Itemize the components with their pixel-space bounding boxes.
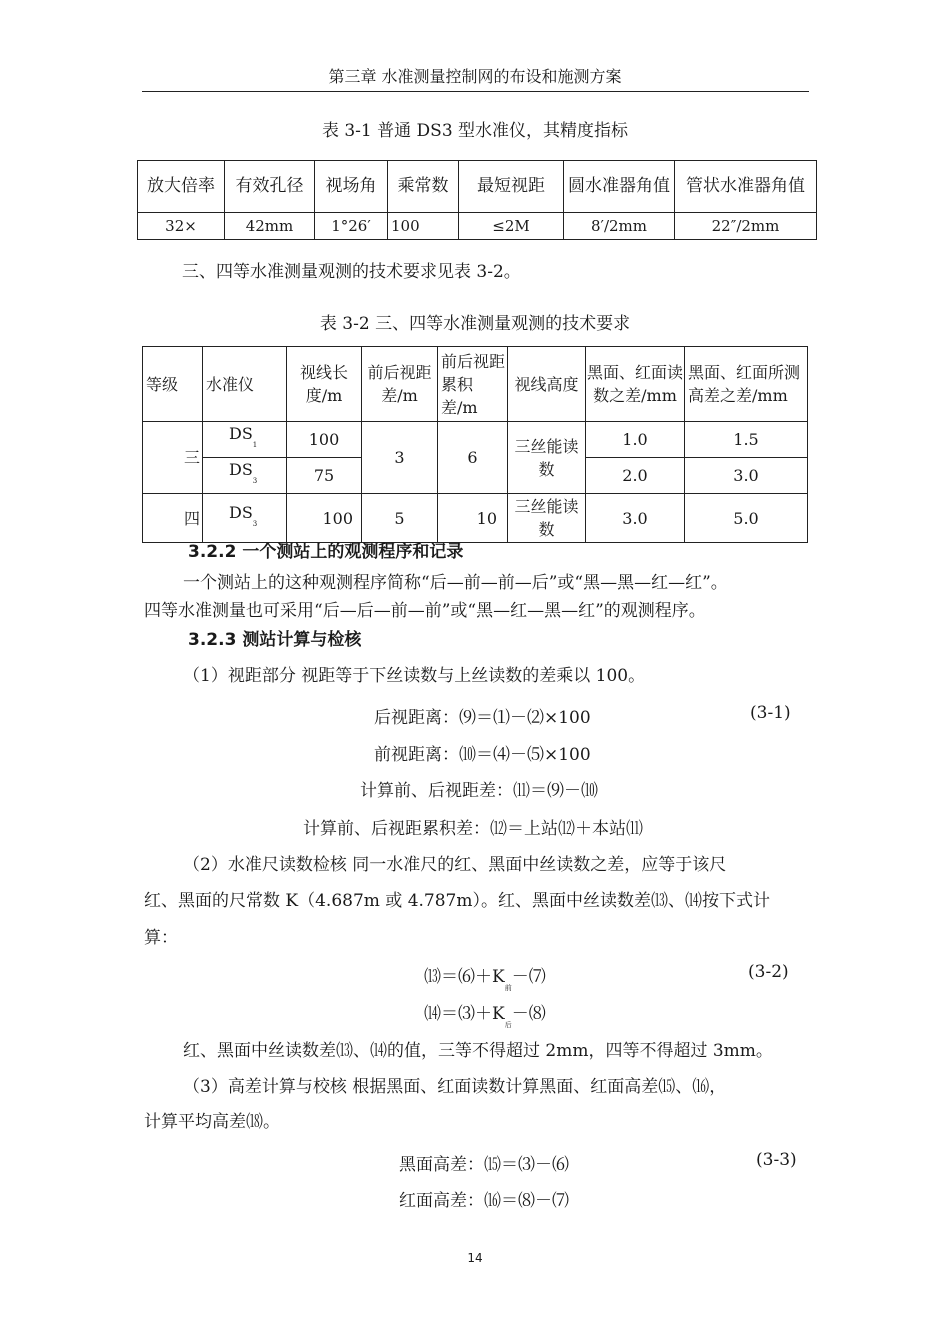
- table-cell: 3: [362, 422, 438, 494]
- paragraph-line: 红、黑面的尺常数 K（4.687m 或 4.787m）。红、黑面中丝读数差⒀、⒁按下式计: [144, 891, 770, 911]
- intro-paragraph: 三、四等水准测量观测的技术要求见表 3-2。: [182, 262, 521, 282]
- paragraph-line: 算：: [144, 928, 178, 948]
- table-cell: 75: [287, 458, 362, 494]
- table-header-cell: 水准仪: [203, 347, 287, 422]
- table-cell: 三丝能读数: [508, 422, 586, 494]
- table-cell: ≤2M: [459, 213, 564, 240]
- table-cell: 32×: [138, 213, 225, 240]
- item-3-paragraph: （3）高差计算与校核 根据黑面、红面读数计算黑面、红面高差⒂、⒃，: [183, 1077, 727, 1097]
- table-header-cell: 有效孔径: [225, 161, 315, 213]
- table-header-cell: 黑面、红面读数之差/mm: [586, 347, 685, 422]
- formula-distance-difference: 计算前、后视距差：⑾＝⑼－⑽: [360, 781, 598, 801]
- formula-red-black-diff-13: $⒀=⑹+K_前-⑺$: [424, 967, 546, 992]
- section-heading-322: 3.2.2 一个测站上的观测程序和记录: [188, 542, 464, 562]
- item-2-paragraph: （2）水准尺读数检核 同一水准尺的红、黑面中丝读数之差，应等于该尺: [183, 855, 727, 875]
- table-cell: 100: [287, 422, 362, 458]
- table-cell: 6: [438, 422, 508, 494]
- table-cell: 5.0: [685, 494, 808, 543]
- formula-foresight-distance: 前视距离：⑽＝⑷－⑸×100: [374, 745, 591, 765]
- table-header-cell: 视场角: [315, 161, 388, 213]
- page-number: 14: [467, 1251, 483, 1265]
- header-divider: [142, 91, 809, 92]
- table-cell: 3.0: [586, 494, 685, 543]
- table-cell: 100: [388, 213, 459, 240]
- instrument-cell: $DS_3$: [203, 458, 287, 494]
- technical-requirements-table: [142, 346, 808, 543]
- table-header-cell: 黑面、红面所测高差之差/mm: [685, 347, 808, 422]
- table-header-cell: 乘常数: [388, 161, 459, 213]
- table-header-cell: 前后视距差/m: [362, 347, 438, 422]
- table-cell: 42mm: [225, 213, 315, 240]
- table-cell: 3.0: [685, 458, 808, 494]
- table-cell: 10: [438, 494, 508, 543]
- table-cell: 1°26′: [315, 213, 388, 240]
- table-header-cell: 最短视距: [459, 161, 564, 213]
- item-1-paragraph: （1）视距部分 视距等于下丝读数与上丝读数的差乘以 100。: [183, 666, 646, 686]
- table-header-cell: 管状水准器角值: [675, 161, 817, 213]
- instrument-cell: $DS_3$: [203, 494, 287, 543]
- table-header-cell: 视线长度/m: [287, 347, 362, 422]
- table-cell: 5: [362, 494, 438, 543]
- formula-backsight-distance: 后视距离：⑼＝⑴－⑵×100: [374, 708, 591, 728]
- chapter-header: 第三章 水准测量控制网的布设和施测方案: [328, 67, 622, 86]
- grade-cell: 四: [143, 494, 203, 543]
- table1-caption: 表 3-1 普通 DS3 型水准仪，其精度指标: [321, 121, 629, 141]
- table-header-cell: 等级: [143, 347, 203, 422]
- limits-paragraph: 红、黑面中丝读数差⒀、⒁的值，三等不得超过 2mm，四等不得超过 3mm。: [183, 1041, 773, 1061]
- instrument-cell: $DS_1$: [203, 422, 287, 458]
- grade-cell: 三: [143, 422, 203, 494]
- table-cell: 22″/2mm: [675, 213, 817, 240]
- paragraph-line: 计算平均高差⒅。: [144, 1112, 280, 1132]
- table-cell: 2.0: [586, 458, 685, 494]
- equation-number: (3-1): [750, 703, 791, 723]
- formula-red-black-diff-14: $⒁=⑶+K_后-⑻$: [424, 1004, 546, 1029]
- formula-red-height-diff: 红面高差：⒃＝⑻－⑺: [399, 1191, 569, 1211]
- precision-table: [137, 160, 817, 240]
- table-cell: 1.5: [685, 422, 808, 458]
- formula-cumulative-difference: 计算前、后视距累积差：⑿＝上站⑿＋本站⑾: [303, 819, 643, 839]
- table-cell: 100: [287, 494, 362, 543]
- table-cell: 8′/2mm: [564, 213, 675, 240]
- equation-number: (3-2): [748, 962, 789, 982]
- table-header-cell: 视线高度: [508, 347, 586, 422]
- table2-caption: 表 3-2 三、四等水准测量观测的技术要求: [319, 314, 631, 334]
- table-header-cell: 圆水准器角值: [564, 161, 675, 213]
- table-header-cell: 前后视距累积差/m: [438, 347, 508, 422]
- section-heading-323: 3.2.3 测站计算与检核: [188, 630, 362, 650]
- paragraph-line: 一个测站上的这种观测程序简称“后—前—前—后”或“黑—黑—红—红”。: [183, 573, 728, 593]
- equation-number: (3-3): [756, 1150, 797, 1170]
- table-header-cell: 放大倍率: [138, 161, 225, 213]
- formula-black-height-diff: 黑面高差：⒂＝⑶－⑹: [399, 1155, 569, 1175]
- table-cell: 三丝能读数: [508, 494, 586, 543]
- table-cell: 1.0: [586, 422, 685, 458]
- paragraph-line: 四等水准测量也可采用“后—后—前—前”或“黑—红—黑—红”的观测程序。: [144, 601, 706, 621]
